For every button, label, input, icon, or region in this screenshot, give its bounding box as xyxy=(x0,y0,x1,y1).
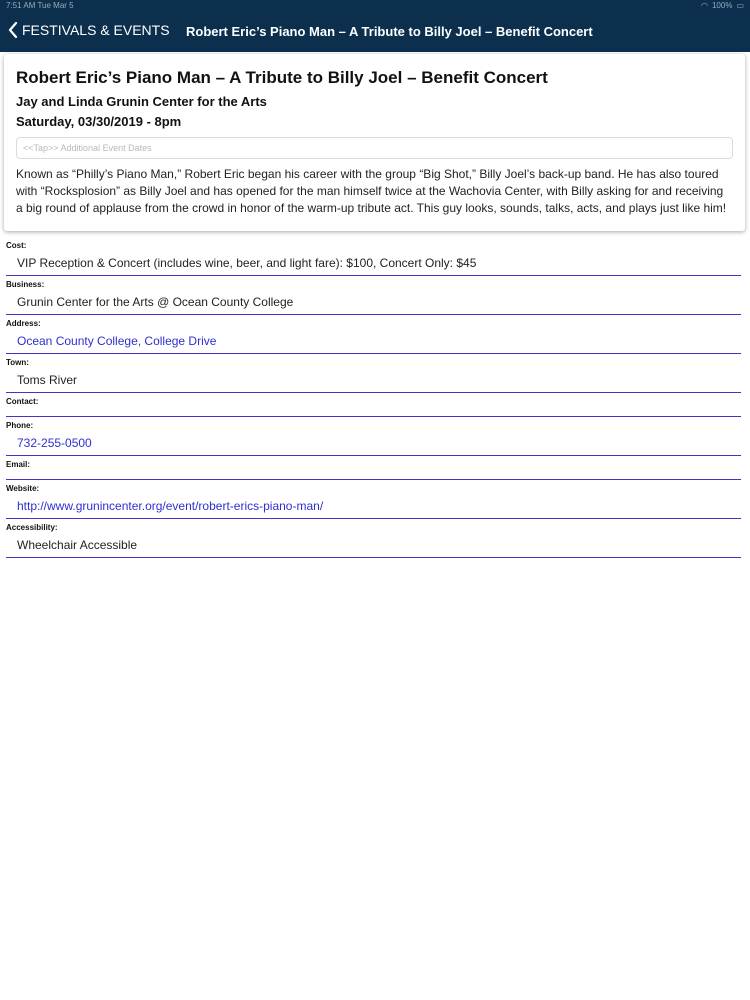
cost-value: VIP Reception & Concert (includes wine, beer, and light fare): $100, Concert Only: $45 xyxy=(17,256,477,270)
website-link[interactable]: http://www.grunincenter.org/event/robert-erics-piano-man/ xyxy=(17,499,324,513)
contact-row xyxy=(6,393,741,417)
nav-row xyxy=(0,12,750,52)
cost-row xyxy=(6,237,741,276)
town-label: Town: xyxy=(6,358,29,367)
website-row xyxy=(6,480,741,519)
event-date: Saturday, 03/30/2019 - 8pm xyxy=(16,114,182,129)
business-label: Business: xyxy=(6,280,45,289)
status-right xyxy=(701,0,744,12)
navigation-bar xyxy=(0,0,750,52)
status-bar xyxy=(0,0,750,12)
status-time: 7:51 AM xyxy=(6,1,36,10)
business-value: Grunin Center for the Arts @ Ocean County College xyxy=(17,295,294,309)
chevron-left-icon xyxy=(8,22,18,38)
wifi-icon: ◠ xyxy=(700,1,708,10)
accessibility-label: Accessibility: xyxy=(6,523,58,532)
battery-icon: ▭ xyxy=(736,1,744,10)
event-description: Known as “Philly’s Piano Man,” Robert Eric began his career with the group “Big Shot,” Billy Joel’s back-up band. He has also toured with “Rocksplosion” as Billy Joel and has opened for the man himself twice at the Wachovia Center, with Billy asking for and receiving a big round of applause from the crowd in honor of the warm-up tribute act. This guy looks, sounds, talks, acts, and plays just like him! xyxy=(16,167,727,215)
town-row xyxy=(6,354,741,393)
contact-label: Contact: xyxy=(6,397,39,406)
additional-dates-field[interactable]: <<Tap>> Additional Event Dates xyxy=(16,137,733,159)
status-date: Tue Mar 5 xyxy=(37,1,74,10)
event-card xyxy=(4,54,745,231)
phone-label: Phone: xyxy=(6,421,34,430)
event-title: Robert Eric’s Piano Man – A Tribute to Billy Joel – Benefit Concert xyxy=(16,68,548,87)
nav-title: Robert Eric’s Piano Man – A Tribute to Billy Joel – Benefit Concert xyxy=(186,24,593,39)
phone-link[interactable]: 732-255-0500 xyxy=(17,436,92,450)
address-row xyxy=(6,315,741,354)
cost-label: Cost: xyxy=(6,241,27,250)
email-value xyxy=(6,470,741,479)
accessibility-row xyxy=(6,519,741,558)
battery-level: 100% xyxy=(711,1,733,10)
back-button[interactable] xyxy=(8,22,170,38)
address-link[interactable]: Ocean County College, College Drive xyxy=(17,334,217,348)
details-list xyxy=(0,237,750,558)
email-row xyxy=(6,456,741,480)
website-label: Website: xyxy=(6,484,40,493)
status-left xyxy=(6,0,74,12)
event-venue: Jay and Linda Grunin Center for the Arts xyxy=(16,94,267,109)
phone-row xyxy=(6,417,741,456)
contact-value xyxy=(6,407,741,416)
address-label: Address: xyxy=(6,319,41,328)
back-label: FESTIVALS & EVENTS xyxy=(22,22,170,38)
email-label: Email: xyxy=(6,460,31,469)
town-value: Toms River xyxy=(17,373,78,387)
business-row xyxy=(6,276,741,315)
accessibility-value: Wheelchair Accessible xyxy=(17,538,138,552)
